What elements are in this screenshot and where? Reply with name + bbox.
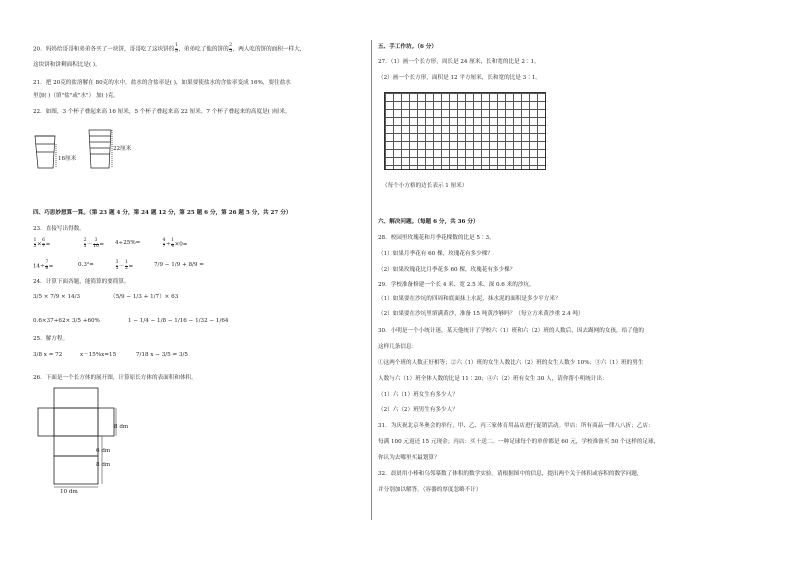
q27-part2: （2）画一个长方形，面积是 12 平方厘米，长和宽的比是 3∶1。 xyxy=(378,75,541,81)
q23-text: 23．直接写出得数。 xyxy=(33,226,85,232)
q29-text: 29．学校准备修建一个长 4 米、宽 2.5 米、深 0.6 米的沙坑。 xyxy=(378,282,535,288)
q30-line2: 这样几条信息： xyxy=(378,344,418,350)
q22-text: 22．如图，3 个杯子叠起来高 16 厘米，5 个杯子叠起来高 22 厘米。7 个杯子叠起来的高度是( )厘米。 xyxy=(33,109,291,115)
q24-text: 24．计算下面各题，能简算的要简算。 xyxy=(33,279,130,285)
q25-item-3: 7/18 x − 3/5 = 3/5 xyxy=(136,352,188,358)
q25-item-2: x－15%x=15 xyxy=(80,352,117,358)
cup-stack-5-label: 22厘米 xyxy=(113,146,132,152)
section6-title: 六、解决问题。（每题 6 分，共 36 分） xyxy=(378,219,479,225)
q23-item-8: 7/9 − 1/9 + 8/9 = xyxy=(154,262,204,268)
q31-line2: 每满 100 元返还 15 元现金；丙店：买十送二。一种足球每个的单价都是 60 元，学校准备买 50 个这样的足球， xyxy=(378,439,660,445)
cup-stack-figure xyxy=(33,122,113,178)
cup-stack-3-label: 16厘米 xyxy=(58,156,77,162)
q24-item-2: （5/9 − 1/3 + 1/7）× 63 xyxy=(110,294,179,300)
q25-item-1: 3/8 x = 72 xyxy=(33,352,63,358)
q25-text: 25．解方程。 xyxy=(33,336,69,342)
q28-part2: （2）如果玫瑰花比月季花多 60 棵，玫瑰花有多少棵？ xyxy=(378,267,516,273)
q30-line4: 人数与六（1）班全体人数的比是 11∶20；④六（2）班有女生 30 人，请你帮小明统计出： xyxy=(378,376,608,382)
q23-item-3: 4÷25%= xyxy=(115,240,141,246)
fraction-1-5: $\frac{1}{5}$ xyxy=(174,43,178,54)
q24-item-3: 0.6×37+62× 3/5 +60% xyxy=(33,318,100,324)
q32-line2: 并分别加以解答。（容器的厚度忽略不计） xyxy=(378,487,482,493)
q20-line2: 这块饼和饼剩面积比是( )。 xyxy=(33,62,101,68)
q23-item-4: $\frac{4}{7}$ ÷ $\frac{1}{4}$ ×0= xyxy=(162,238,188,249)
net-dim-height: 8 dm xyxy=(114,424,129,430)
q23-item-6: 0.3²= xyxy=(78,262,94,268)
q20-text-a: 20．妈妈给哥哥和弟弟各买了一块饼，哥哥吃了这块饼的 xyxy=(33,46,175,53)
q30-part1: （1）六（1）班女生有多少人？ xyxy=(378,392,458,398)
q23-item-1: $\frac{1}{3}$ × $\frac{6}{7}$ = xyxy=(33,238,51,249)
q27-part1: 27．（1）画一个长方形，周长是 24 厘米，长和宽的比是 2∶1。 xyxy=(378,59,540,65)
section5-title: 五、手工作坊。（6 分） xyxy=(378,44,437,50)
net-dim-height-2: 8 dm xyxy=(96,462,111,468)
q21-line1: 21．把 20克的盐溶解在 80克的水中，盐水的含盐率是( )，如果要使盐水的含盐率变成 16%，要往盐水 xyxy=(33,80,291,86)
cuboid-net-figure xyxy=(36,386,146,496)
column-divider xyxy=(371,40,372,520)
q24-item-1: 3/5 × 7/9 × 14/3 xyxy=(33,294,81,300)
q29-part2: （2）如果要在沙坑里填满黄沙，准备 15 吨黄沙够吗？（每立方米黄沙重 2.4 吨） xyxy=(378,311,584,317)
q26-text: 26．下面是一个长方体的展开图，计算原长方体的表面积和体积。 xyxy=(33,375,197,381)
fraction-2-5: $\frac{2}{5}$ xyxy=(229,43,233,54)
section4-title: 四、巧思妙想算一算。（第 23 题 4 分，第 24 题 12 分，第 25 题 6 分，第 26 题 5 分，共 27 分） xyxy=(33,210,292,216)
q20-text-c: ，两人吃的饼的面积一样大， xyxy=(232,46,306,53)
q31-line3: 你认为去哪里买最划算？ xyxy=(378,455,440,461)
q30-line1: 30．小明是一个小统计迷，某天他统计了学校六（1）班和六（2）班的人数后，因去踢网的女孩，给了他的 xyxy=(378,328,644,334)
net-dim-width: 6 dm xyxy=(96,448,111,454)
q28-text: 28．校园里玫瑰花和月季花棵数的比是 5∶3。 xyxy=(378,235,495,241)
q23-item-7: $\frac{3}{5}$ － $\frac{1}{2}$ = xyxy=(115,260,134,271)
q24-item-4: 1 − 1/4 − 1/8 − 1/16 − 1/32 − 1/64 xyxy=(128,318,229,324)
q30-line3: ①这两个班的人数正好相等；②六（1）班的女生人数比六（2）班的女生人数少 10%；③六（1）班的男生 xyxy=(378,360,644,366)
q30-part2: （2）六（2）班男生有多少人？ xyxy=(378,407,458,413)
q20-text-b: ，弟弟吃了他的饼的 xyxy=(178,46,229,53)
q31-line1: 31．为庆祝北京冬奥会的举行，甲、乙、丙三家体育用品店进行促销活动。甲店：所有商品一律八八折；乙店： xyxy=(378,423,654,429)
q23-item-2: $\frac{2}{5}$ － $\frac{3}{10}$ = xyxy=(83,238,105,249)
q32-line1: 32．晨晨用小棒和乌邻摹数了体积的数学实验。请根据图中的信息，提出两个关于体积或容积的数学问题， xyxy=(378,471,643,477)
q23-item-5: 14÷ $\frac{7}{8}$ = xyxy=(33,260,54,271)
q21-line2: 里加( )（填"盐"或"水"） 加( )克。 xyxy=(33,93,119,99)
q28-part1: （1）如果月季花有 60 棵，玫瑰花有多少棵？ xyxy=(378,251,493,257)
q29-part1: （1）如果要在沙坑的四周和底面抹上水泥，抹水泥的面积是多少平方米？ xyxy=(378,296,561,302)
q20-line1 xyxy=(33,44,305,54)
grid-note: （每个小方格的边长表示 1 厘米） xyxy=(382,183,468,189)
drawing-grid xyxy=(384,92,546,170)
net-dim-length: 10 dm xyxy=(60,489,78,495)
